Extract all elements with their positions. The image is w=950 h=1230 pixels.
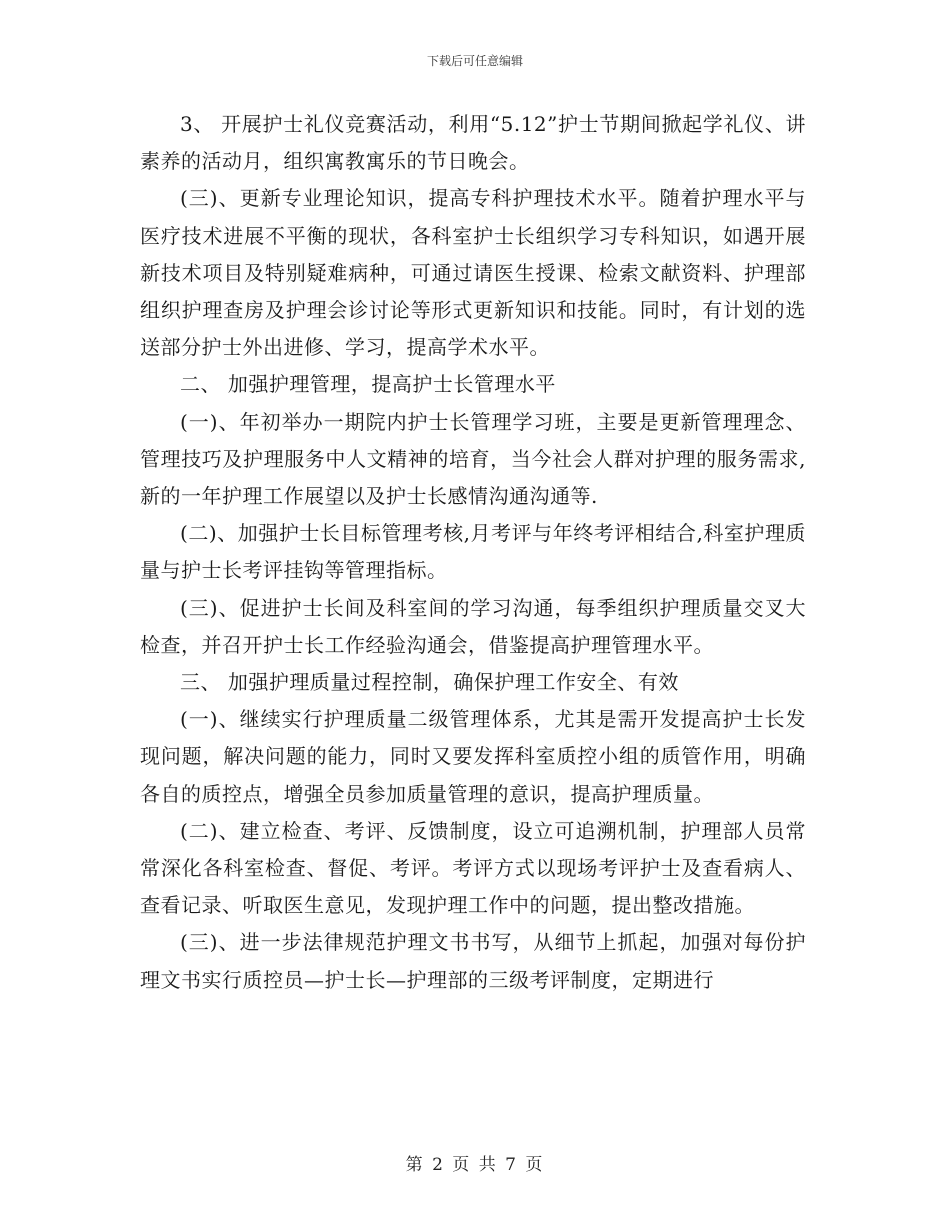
paragraph-2: (三)、更新专业理论知识，提高专科护理技术水平。随着护理水平与医疗技术进展不平衡的现状，各科室护士长组织学习专科知识，如遇开展新技术项目及特别疑难病种，可通过请医生授课、检索文献资料、护理部组织护理查房及护理会诊讨论等形式更新知识和技能。同时，有计划的选送部分护士外出进修、学习，提高学术水平。 <box>140 186 806 360</box>
page-number-footer: 第 2 页 共 7 页 <box>405 1155 545 1175</box>
section-heading-2: 二、 加强护理管理，提高护士长管理水平 <box>180 372 556 397</box>
section-heading-3: 三、 加强护理质量过程控制，确保护理工作安全、有效 <box>180 670 679 695</box>
paragraph-1: 3、 开展护士礼仪竞赛活动，利用“5.12”护士节期间掀起学礼仪、讲素养的活动月，组织寓教寓乐的节日晚会。 <box>140 112 806 174</box>
document-body <box>140 106 806 999</box>
paragraph-6: (一)、继续实行护理质量二级管理体系，尤其是需开发提高护士长发现问题，解决问题的能力，同时又要发挥科室质控小组的质管作用，明确各自的质控点，增强全员参加质量管理的意识，提高护理质量。 <box>140 707 806 806</box>
page-header: 下载后可任意编辑 <box>426 54 523 68</box>
paragraph-4: (二)、加强护士长目标管理考核,月考评与年终考评相结合,科室护理质量与护士长考评挂钩等管理指标。 <box>140 521 806 583</box>
paragraph-8: (三)、进一步法律规范护理文书书写，从细节上抓起，加强对每份护理文书实行质控员—护士长—护理部的三级考评制度，定期进行 <box>140 930 806 992</box>
paragraph-5: (三)、促进护士长间及科室间的学习沟通，每季组织护理质量交叉大检查，并召开护士长工作经验沟通会，借鉴提高护理管理水平。 <box>140 595 806 657</box>
paragraph-3: (一)、年初举办一期院内护士长管理学习班，主要是更新管理理念、管理技巧及护理服务中人文精神的培育，当今社会人群对护理的服务需求,新的一年护理工作展望以及护士长感情沟通沟通等. <box>140 409 806 509</box>
paragraph-7: (二)、建立检查、考评、反馈制度，设立可追溯机制，护理部人员常常深化各科室检查、督促、考评。考评方式以现场考评护士及查看病人、查看记录、听取医生意见，发现护理工作中的问题，提出整改措施。 <box>140 818 806 918</box>
